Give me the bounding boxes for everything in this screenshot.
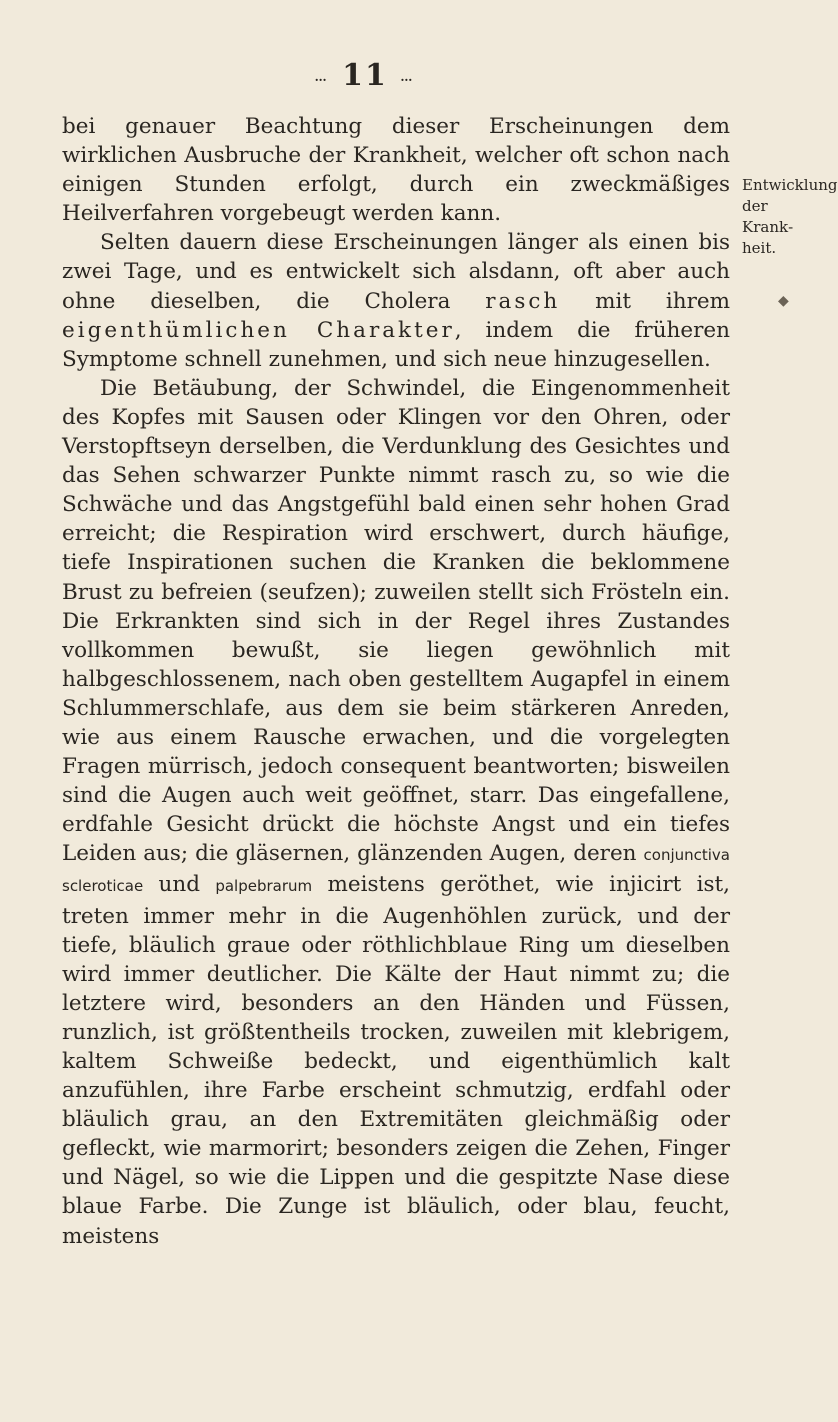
latin-term: palpebrarum	[215, 877, 313, 896]
body-text	[62, 112, 730, 1251]
text-run: Die Betäubung, der Schwindel, die Eingenommenheit des Kopfes mit Sausen oder Klingen vor den Ohren, oder Verstopftseyn derselben, die Verdunklung des Gesichtes und das Sehen schwarzer Punkte nimmt rasch zu, so wie die Schwäche und das Angstgefühl bald einen sehr hohen Grad erreicht; die Respiration wird erschwert, durch häufige, tiefe Inspirationen suchen die Kranken die beklommene Brust zu befreien (seufzen); zuweilen stellt sich Frösteln ein. Die Erkrankten sind sich in der Regel ihres Zustandes vollkommen bewußt, sie liegen gewöhnlich mit halbgeschlossenem, nach oben gestelltem Augapfel in einem Schlummerschlafe, aus dem sie beim stärkeren Anreden, wie aus einem Rausche erwachen, und die vorgelegten Fragen mürrisch, jedoch consequent beantworten; bisweilen sind die Augen auch weit geöffnet, starr. Das eingefallene, erdfahle Gesicht drückt die höchste Angst und ein tiefes Leiden aus; die gläsernen, glänzenden Augen, deren	[62, 375, 730, 867]
text-run: , indem die früheren Symptome schnell zunehmen, und sich neue hinzugesellen.	[62, 317, 730, 372]
text-run: und	[143, 872, 216, 898]
ornament-left: …	[314, 70, 330, 84]
page-header	[0, 58, 730, 93]
emphasis-text: rasch	[485, 288, 561, 314]
page-number: 11	[342, 58, 388, 93]
margin-note-line: heit.	[742, 239, 777, 257]
text-run: meistens geröthet, wie injicirt ist, treten immer mehr in die Augenhöhlen zurück, und der tiefe, bläulich graue oder röthlichblaue Ring um dieselben wird immer deutlicher. Die Kälte der Haut nimmt zu; die letztere wird, besonders an den Händen und Füssen, runzlich, ist größtentheils trocken, zuweilen mit klebrigem, kaltem Schweiße bedeckt, und eigenthümlich kalt anzufühlen, ihre Farbe erscheint schmutzig, erdfahl oder bläulich grau, an den Extremitäten gleichmäßig oder gefleckt, wie marmorirt; besonders zeigen die Zehen, Finger und Nägel, so wie die Lippen und die gespitzte Nase diese blaue Farbe. Die Zunge ist bläulich, oder blau, feucht, meistens	[62, 872, 730, 1249]
paragraph-development	[62, 228, 730, 373]
latin-term: conjunctiva scleroticae	[62, 846, 730, 896]
paragraph-continuation: bei genauer Beachtung dieser Erscheinungen dem wirklichen Ausbruche der Krankheit, welcher oft schon nach einigen Stunden erfolgt, durch ein zweckmäßiges Heilverfahren vorgebeugt werden kann.	[62, 114, 730, 227]
paragraph-symptoms	[62, 374, 730, 1251]
margin-note	[742, 175, 838, 259]
margin-note-line: der Krank‑	[742, 197, 794, 236]
emphasis-text: eigenthümlichen Charakter	[62, 317, 455, 343]
margin-note-line: Entwicklung	[742, 176, 838, 194]
margin-ink-mark: ◆	[778, 293, 789, 309]
text-run: Selten dauern diese Erscheinungen länger als einen bis zwei Tage, und es entwickelt sich alsdann, oft aber auch ohne dieselben, die Cholera	[62, 230, 730, 314]
ornament-right: …	[400, 70, 416, 84]
text-run: mit ihrem	[560, 288, 731, 314]
